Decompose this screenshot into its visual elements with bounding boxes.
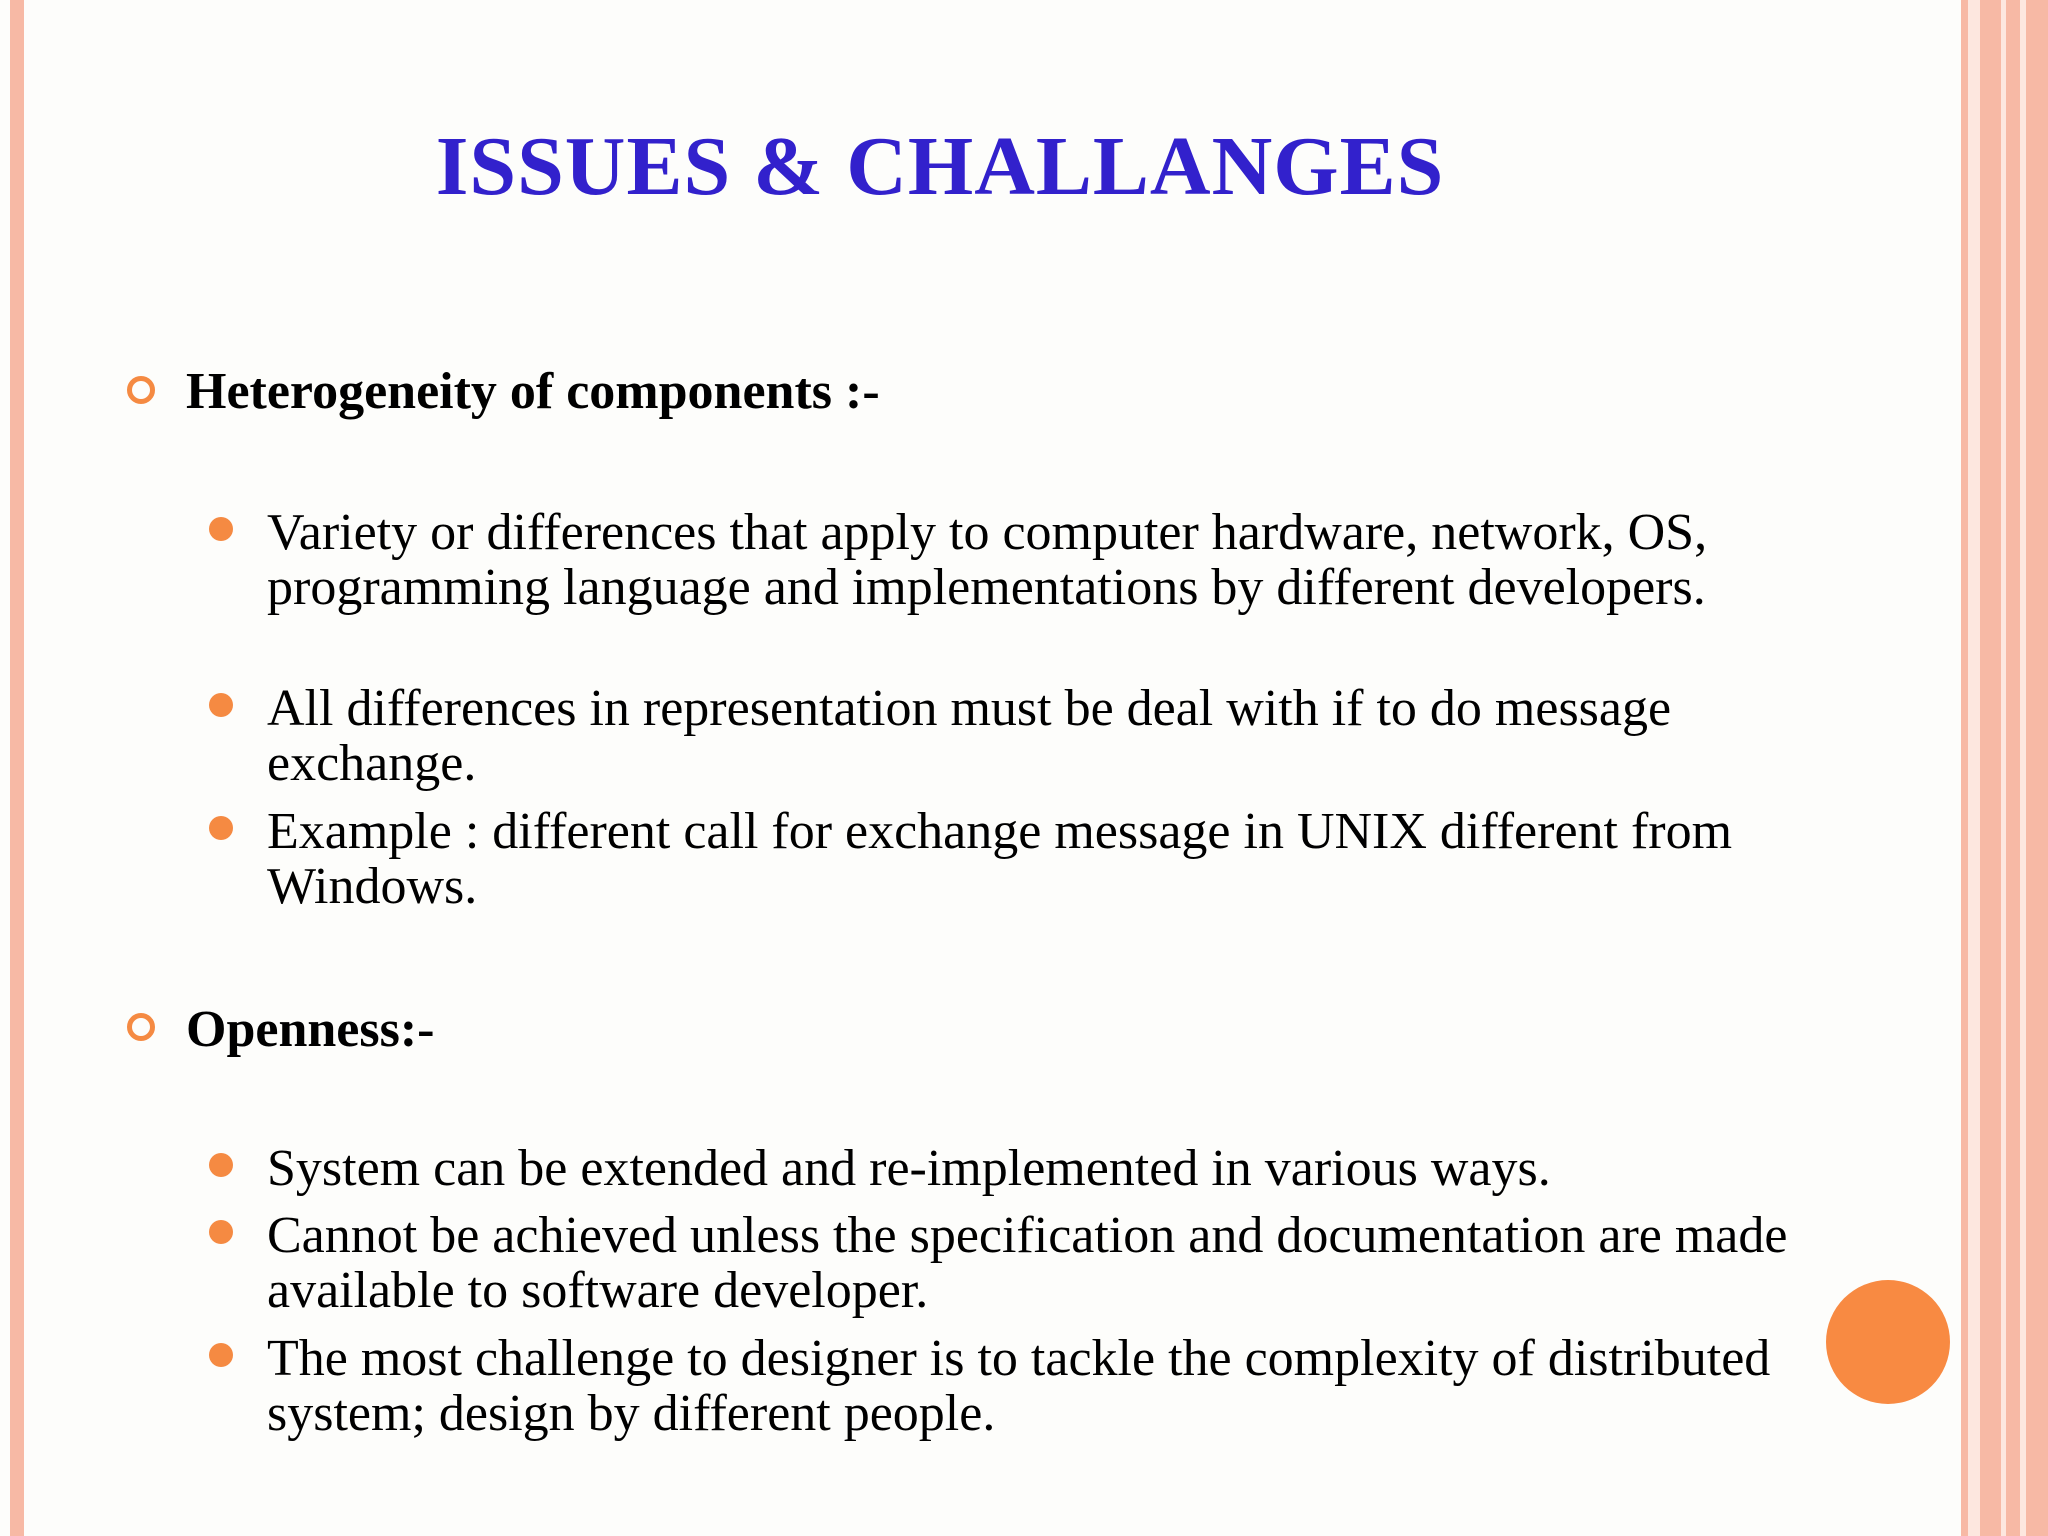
list-item: Cannot be achieved unless the specification and documentation are made available to software developer.: [267, 1207, 1788, 1319]
ring-bullet-icon: [127, 376, 155, 404]
ring-bullet-icon: [127, 1013, 155, 1041]
dot-bullet-icon: [209, 1153, 233, 1177]
section-heading-heterogeneity: Heterogeneity of components :-: [186, 363, 880, 420]
orange-circle-decoration-icon: [1826, 1280, 1950, 1404]
dot-bullet-icon: [209, 517, 233, 541]
section-heading-openness: Openness:-: [186, 1001, 435, 1058]
dot-bullet-icon: [209, 1343, 233, 1367]
left-border-stripe: [10, 0, 24, 1536]
right-border-stripe: [2006, 0, 2020, 1536]
dot-bullet-icon: [209, 816, 233, 840]
right-border-stripe: [2026, 0, 2048, 1536]
dot-bullet-icon: [209, 1220, 233, 1244]
list-item: The most challenge to designer is to tackle the complexity of distributed system; design by different people.: [267, 1330, 1771, 1442]
list-item: All differences in representation must be deal with if to do message exchange.: [267, 680, 1672, 792]
slide-title: ISSUES & CHALLANGES: [435, 120, 1445, 213]
dot-bullet-icon: [209, 693, 233, 717]
right-border-stripe: [1968, 0, 1980, 1536]
right-border-stripe: [1980, 0, 2001, 1536]
list-item: Example : different call for exchange message in UNIX different from Windows.: [267, 803, 1733, 915]
list-item: Variety or differences that apply to computer hardware, network, OS, programming language and implementations by different developers.: [267, 504, 1708, 616]
right-border-stripe: [1961, 0, 1968, 1536]
list-item: System can be extended and re-implemented in various ways.: [267, 1140, 1551, 1197]
